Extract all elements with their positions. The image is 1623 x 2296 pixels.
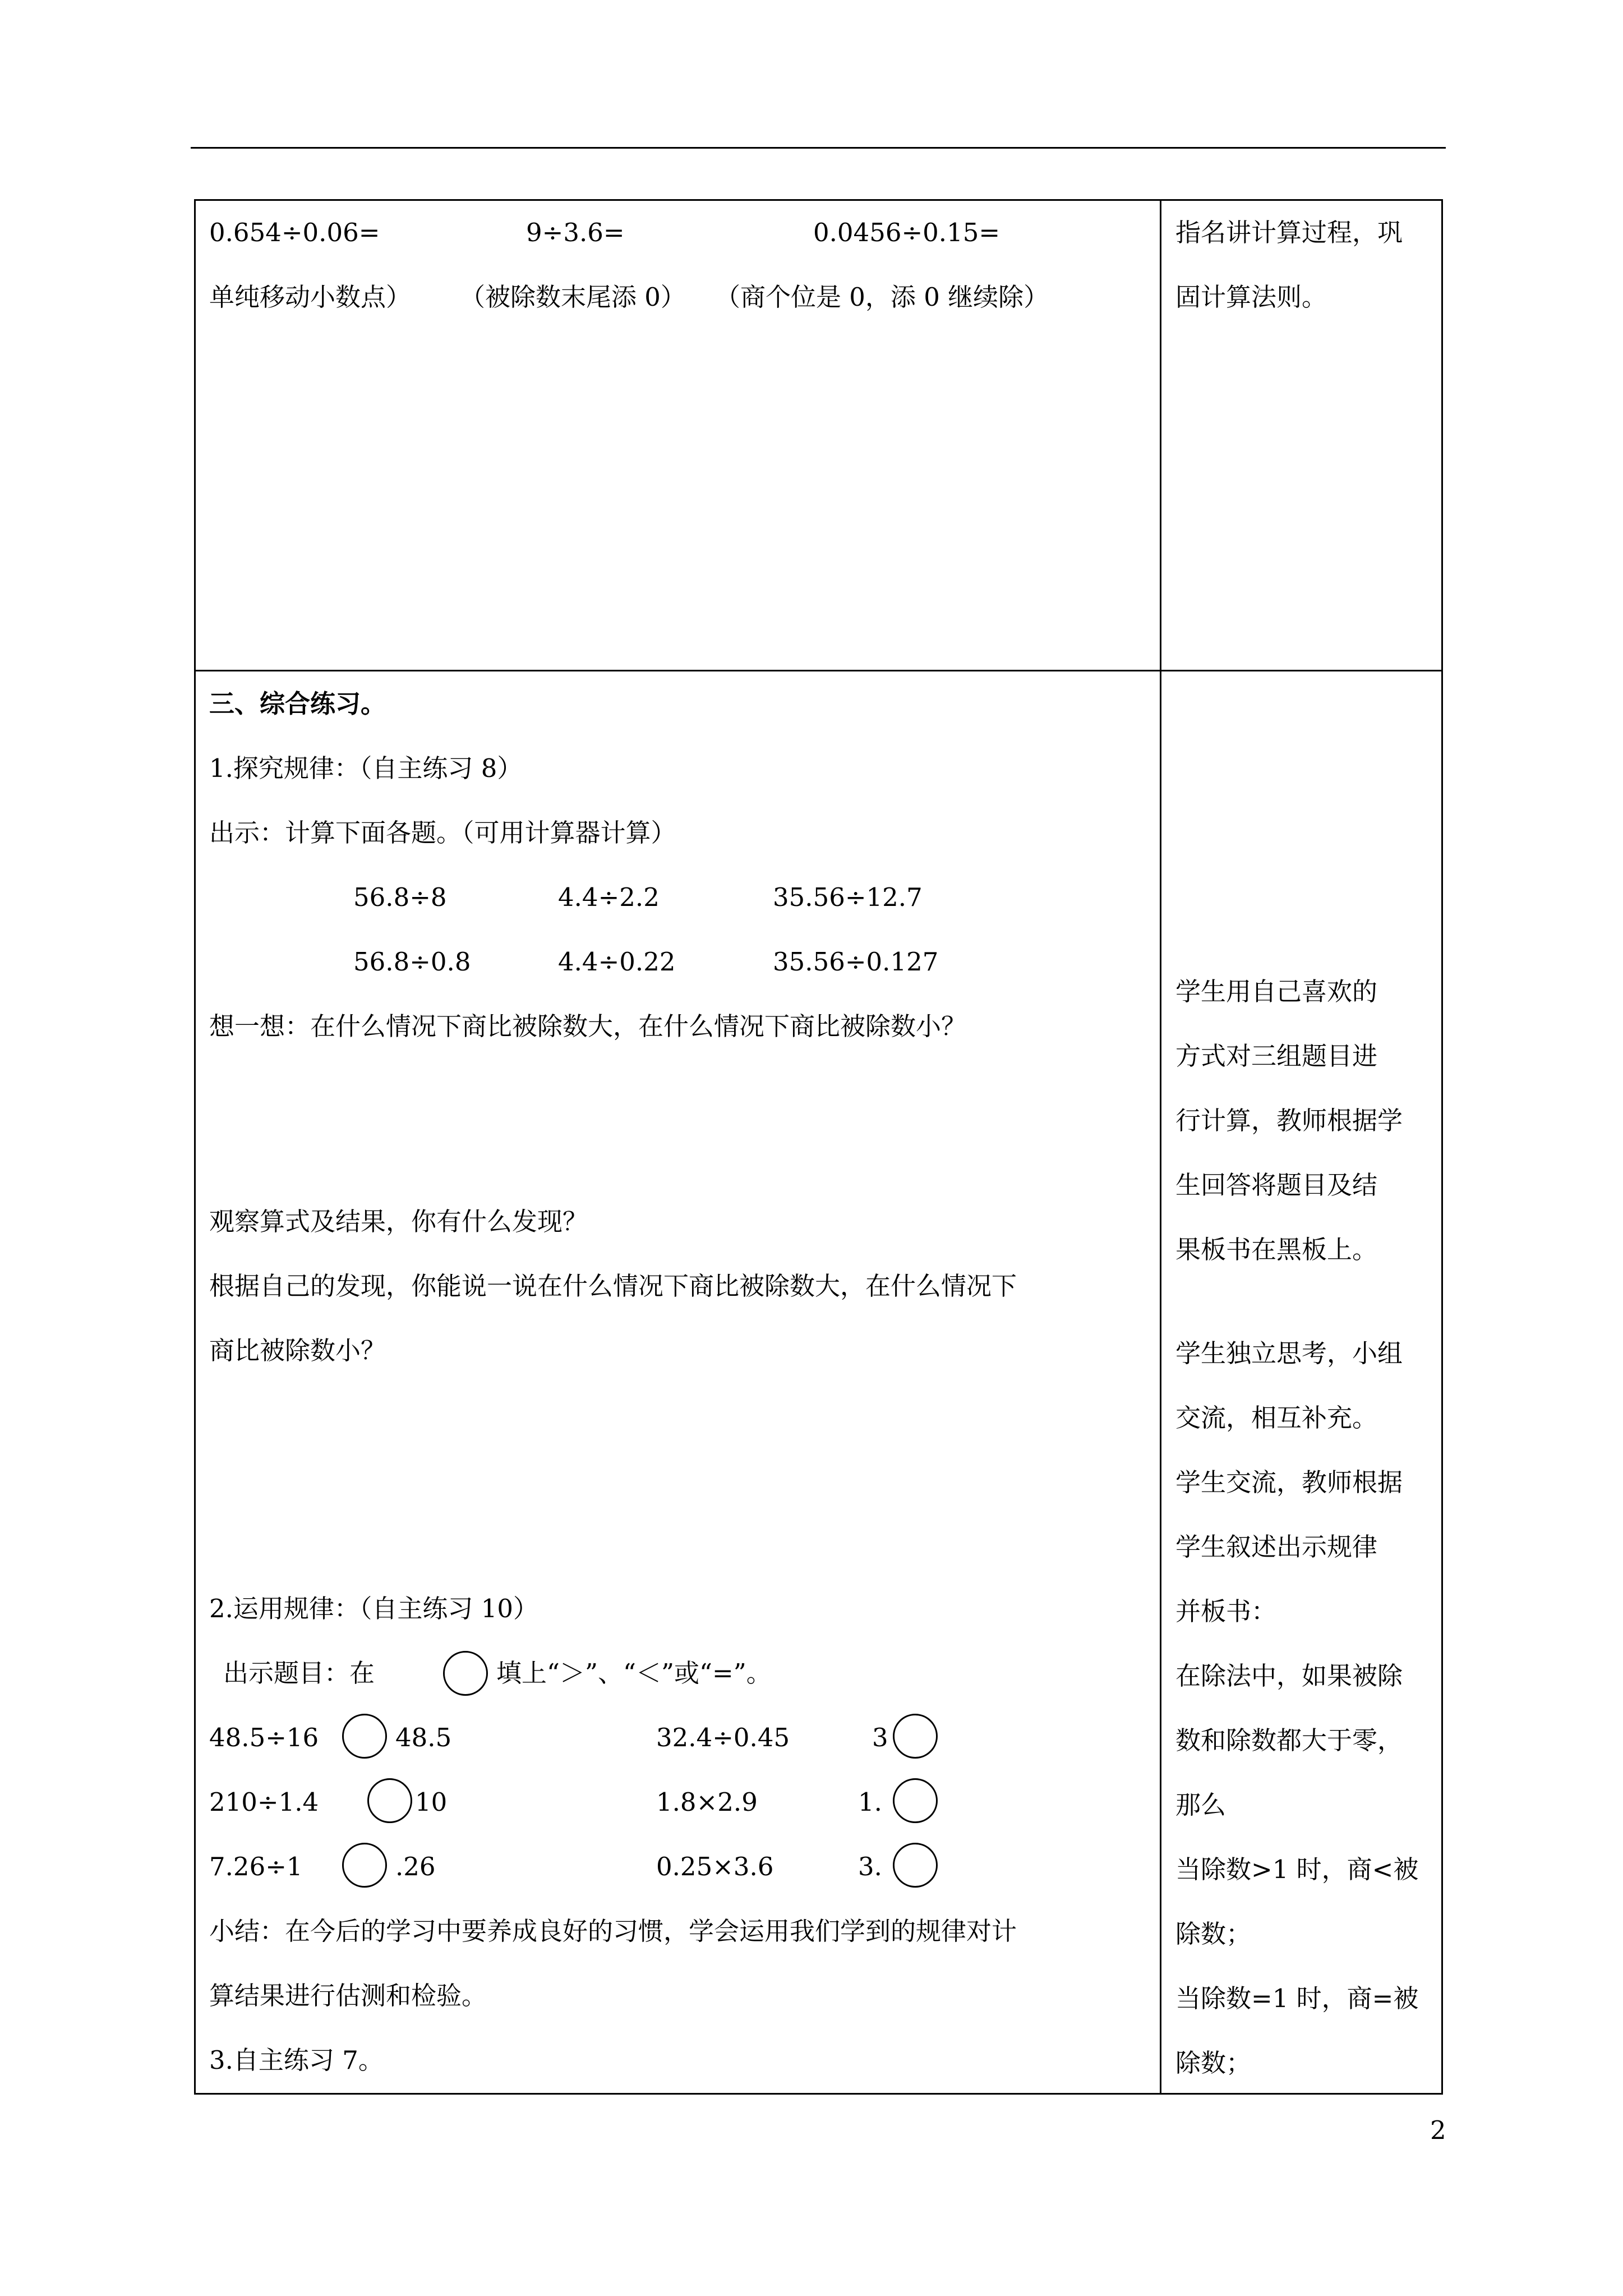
column-divider xyxy=(1160,199,1161,2095)
side-note: 行计算，教师根据学 xyxy=(1175,1106,1403,1135)
compare-left: 48.5÷16 xyxy=(209,1723,319,1752)
think-question: 想一想：在什么情况下商比被除数大，在什么情况下商比被除数小？ xyxy=(209,1011,967,1041)
calc-expression: 4.4÷0.22 xyxy=(558,947,676,977)
observe-question: 观察算式及结果，你有什么发现？ xyxy=(209,1207,588,1236)
side-note: 指名讲计算过程，巩 xyxy=(1175,218,1403,247)
side-note: 学生交流，教师根据 xyxy=(1175,1467,1403,1497)
comparison-circle xyxy=(893,1714,938,1759)
side-note: 那么 xyxy=(1175,1790,1227,1820)
side-note: 数和除数都大于零， xyxy=(1175,1726,1403,1755)
section-heading: 三、综合练习。 xyxy=(209,689,386,719)
compare-left-value: 10 xyxy=(415,1787,448,1817)
compare-right: 32.4÷0.45 xyxy=(656,1723,790,1752)
side-note: 并板书： xyxy=(1175,1596,1277,1626)
compare-right-value: 3 xyxy=(872,1723,888,1752)
header-rule xyxy=(191,147,1446,149)
compare-left: 7.26÷1 xyxy=(209,1852,303,1881)
summary: 算结果进行估测和检验。 xyxy=(209,1981,487,2010)
compare-right: 0.25×3.6 xyxy=(656,1852,774,1881)
calc-expression: 56.8÷0.8 xyxy=(353,947,471,977)
method-note: （被除数末尾添 0） xyxy=(460,282,686,312)
comparison-circle xyxy=(367,1778,412,1823)
side-note: 方式对三组题目进 xyxy=(1175,1041,1378,1071)
comparison-circle xyxy=(893,1843,938,1888)
side-note: 当除数>1 时，商<被 xyxy=(1175,1855,1419,1884)
side-note: 果板书在黑板上。 xyxy=(1175,1235,1378,1264)
comparison-circle xyxy=(342,1714,387,1759)
side-note: 生回答将题目及结 xyxy=(1175,1170,1378,1200)
expression: 9÷3.6= xyxy=(526,218,625,247)
compare-left: 210÷1.4 xyxy=(209,1787,319,1817)
calc-expression: 35.56÷12.7 xyxy=(773,882,923,912)
calc-expression: 56.8÷8 xyxy=(353,882,447,912)
compare-right-value: 1. xyxy=(858,1787,882,1817)
compare-right: 1.8×2.9 xyxy=(656,1787,758,1817)
side-note: 学生独立思考，小组 xyxy=(1175,1338,1403,1368)
comparison-circle xyxy=(893,1778,938,1823)
compare-right-value: 3. xyxy=(858,1852,882,1881)
exercise-title: 1.探究规律：（自主练习 8） xyxy=(209,753,523,783)
expression: 0.654÷0.06= xyxy=(209,218,380,247)
comparison-circle xyxy=(342,1843,387,1888)
calc-expression: 4.4÷2.2 xyxy=(558,882,660,912)
compare-left-value: 48.5 xyxy=(395,1723,452,1752)
page-number: 2 xyxy=(1430,2115,1446,2145)
side-note: 除数； xyxy=(1175,2048,1252,2078)
discover-question: 商比被除数小？ xyxy=(209,1336,386,1365)
discover-question: 根据自己的发现，你能说一说在什么情况下商比被除数大，在什么情况下 xyxy=(209,1271,1017,1301)
comparison-circle xyxy=(443,1651,488,1696)
exercise-prompt: 出示：计算下面各题。（可用计算器计算） xyxy=(209,818,676,848)
side-note: 除数； xyxy=(1175,1919,1252,1949)
exercise-prompt: 填上“＞”、“＜”或“=”。 xyxy=(496,1658,772,1688)
side-note: 学生叙述出示规律 xyxy=(1175,1532,1378,1562)
exercise-title: 2.运用规律：（自主练习 10） xyxy=(209,1594,539,1623)
side-note: 在除法中，如果被除 xyxy=(1175,1661,1403,1691)
row-divider xyxy=(194,670,1443,671)
side-note: 交流，相互补充。 xyxy=(1175,1403,1378,1433)
side-note: 当除数=1 时，商=被 xyxy=(1175,1984,1419,2013)
calc-expression: 35.56÷0.127 xyxy=(773,947,939,977)
compare-left-value: .26 xyxy=(395,1852,436,1881)
exercise-prompt: 出示题目：在 xyxy=(223,1658,375,1688)
side-note: 固计算法则。 xyxy=(1175,282,1327,312)
side-note: 学生用自己喜欢的 xyxy=(1175,977,1378,1006)
expression: 0.0456÷0.15= xyxy=(813,218,1000,247)
summary: 小结：在今后的学习中要养成良好的习惯，学会运用我们学到的规律对计 xyxy=(209,1916,1017,1946)
method-note: （商个位是 0，添 0 继续除） xyxy=(715,282,1049,312)
method-note: 单纯移动小数点） xyxy=(209,282,412,312)
exercise-title: 3.自主练习 7。 xyxy=(209,2045,384,2075)
